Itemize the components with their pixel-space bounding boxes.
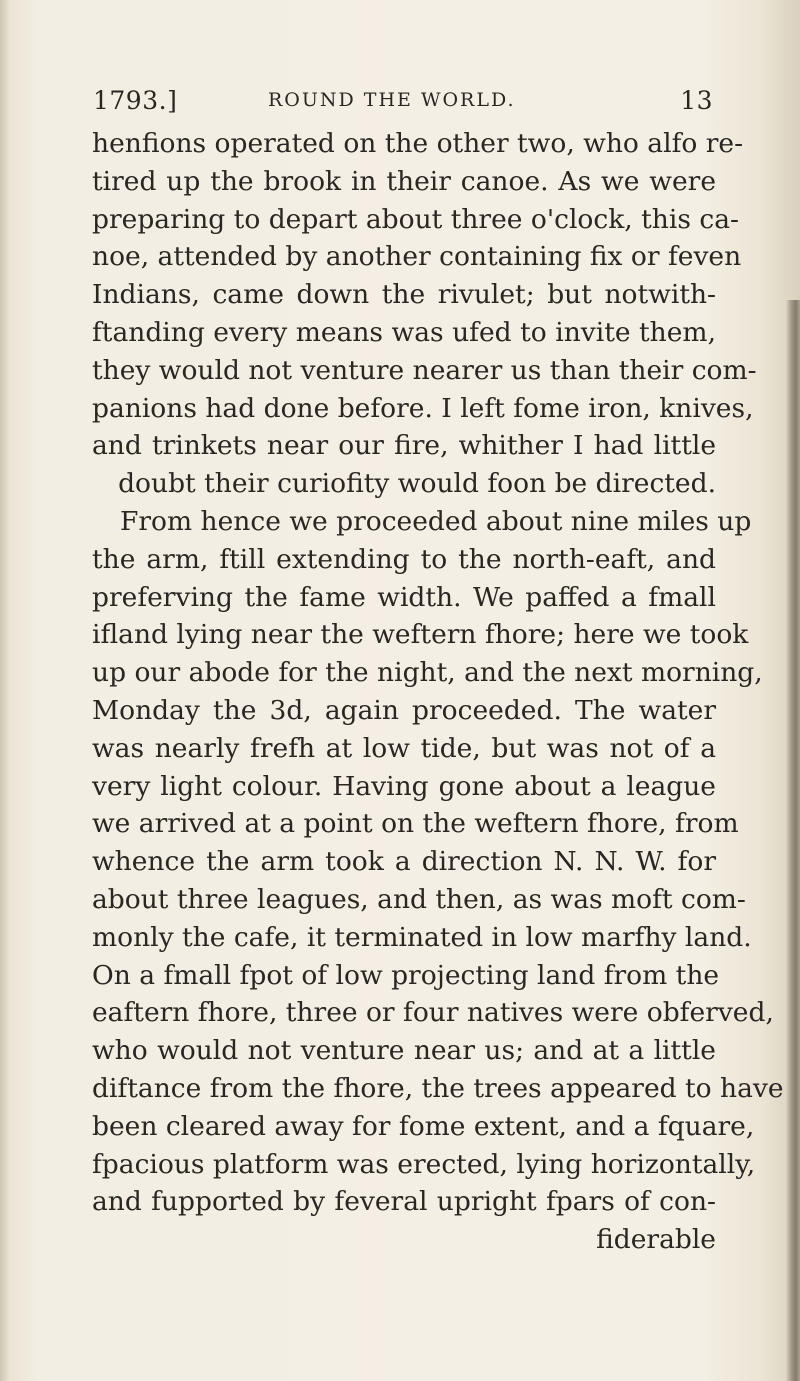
- running-head-title: ROUND THE WORLD.: [268, 89, 516, 111]
- running-head: [93, 86, 713, 120]
- text-line: Indians, came down the rivulet; but notwith-: [92, 279, 716, 311]
- text-line: ftanding every means was ufed to invite them,: [92, 316, 716, 348]
- text-line: about three leagues, and then, as was moft com-: [92, 883, 746, 915]
- text-line: and trinkets near our fire, whither I had little: [92, 430, 716, 462]
- text-line: and fupported by feveral upright fpars of con-: [92, 1186, 716, 1218]
- text-line: eaftern fhore, three or four natives were obferved,: [92, 997, 774, 1029]
- text-line: Monday the 3d, again proceeded. The water: [92, 694, 716, 726]
- text-line: been cleared away for fome extent, and a fquare,: [92, 1110, 755, 1142]
- text-line: henfions operated on the other two, who alfo re-: [92, 128, 744, 159]
- text-line: we arrived at a point on the weftern fhore, from: [92, 808, 739, 840]
- text-line: they would not venture nearer us than their com-: [92, 354, 757, 386]
- text-line: ifland lying near the weftern fhore; here we took: [92, 619, 749, 651]
- text-line: diftance from the fhore, the trees appeared to have: [92, 1072, 784, 1104]
- page-binding-edge: [786, 300, 800, 1381]
- text-line: fpacious platform was erected, lying horizontally,: [92, 1148, 756, 1180]
- catchword: fiderable: [596, 1224, 716, 1256]
- text-line: preferving the fame width. We paffed a fmall: [92, 581, 716, 613]
- text-line: who would not venture near us; and at a little: [92, 1035, 716, 1067]
- text-line: the arm, ftill extending to the north-eaft, and: [92, 543, 716, 575]
- text-line: preparing to depart about three o'clock, this ca-: [92, 203, 739, 235]
- text-line: tired up the brook in their canoe. As we were: [92, 165, 716, 197]
- text-line: On a fmall fpot of low projecting land from the: [92, 959, 720, 991]
- text-line: up our abode for the night, and the next morning,: [92, 657, 763, 689]
- text-line: panions had done before. I left fome iron, knives,: [92, 392, 754, 424]
- text-line: noe, attended by another containing fix or feven: [92, 241, 742, 273]
- text-line: doubt their curiofity would foon be directed.: [118, 468, 716, 500]
- page-left-edge: [0, 0, 10, 1381]
- text-line: From hence we proceeded about nine miles up: [120, 505, 752, 537]
- text-line: whence the arm took a direction N. N. W. for: [92, 846, 716, 878]
- body-text: [92, 125, 784, 1259]
- text-line: was nearly frefh at low tide, but was not of a: [92, 732, 716, 764]
- page-number: 13: [680, 86, 713, 115]
- text-line: very light colour. Having gone about a league: [92, 770, 716, 802]
- running-head-year: 1793.]: [93, 86, 178, 115]
- text-line: monly the cafe, it terminated in low marfhy land.: [92, 921, 752, 953]
